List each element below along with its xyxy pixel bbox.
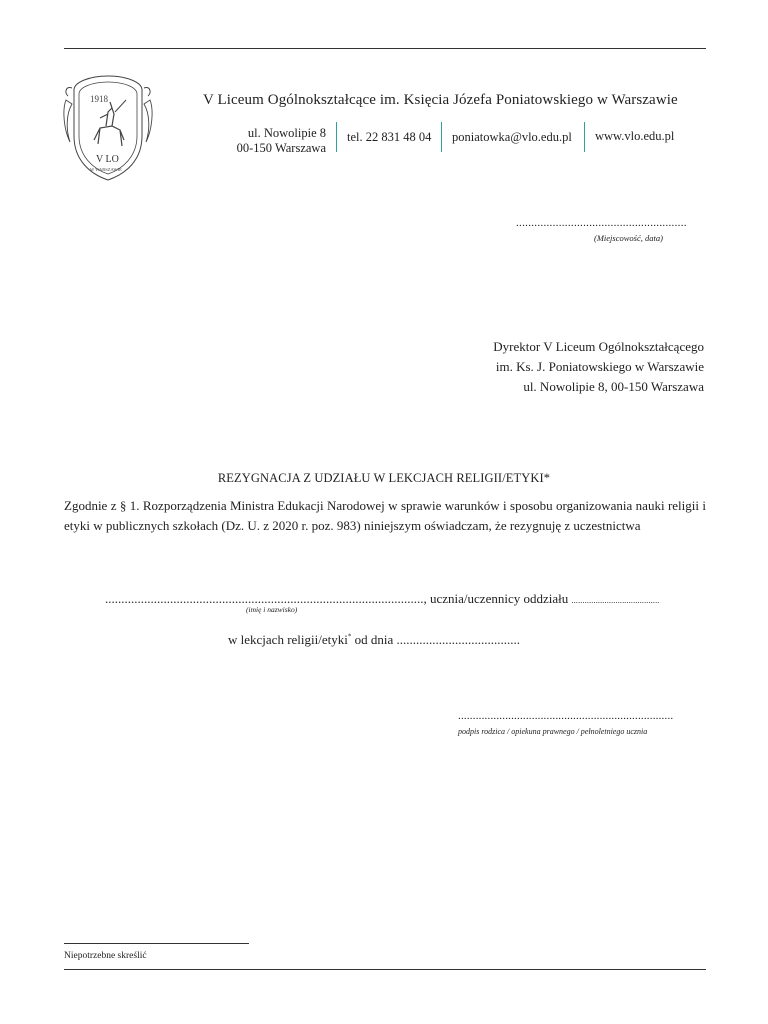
school-crest-logo (60, 70, 156, 184)
header-top-rule (64, 48, 706, 49)
signature-field[interactable]: ......................................................................... (458, 710, 674, 722)
student-label: , ucznia/uczennicy oddziału (423, 591, 569, 606)
svg-text:W WARSZAWIE: W WARSZAWIE (90, 167, 122, 172)
school-phone: tel. 22 831 48 04 (347, 130, 432, 144)
place-date-field[interactable]: ........................................................ (516, 217, 687, 229)
contact-divider (441, 122, 442, 152)
recipient-line: im. Ks. J. Poniatowskiego w Warszawie (495, 359, 704, 374)
recipient-line: ul. Nowolipie 8, 00-150 Warszawa (523, 379, 704, 394)
address-street: ul. Nowolipie 8 (247, 126, 326, 140)
name-caption: (imię i nazwisko) (246, 605, 298, 614)
student-line (105, 591, 660, 607)
declaration-text: Zgodnie z § 1. Rozporządzenia Ministra Edukacji Narodowej w sprawie warunków i sposobu organizowania nauki religii i etyki w publicznych szkołach (Dz. U. z 2020 r. poz. 983) niniejszym oświadczam, że rezygnuję z uczestnictwa (64, 498, 706, 533)
lessons-text: w lekcjach religii/etyki (228, 632, 348, 647)
from-date-field[interactable]: ...................................... (396, 632, 520, 647)
from-date-label: od dnia (351, 632, 397, 647)
address-city: 00-150 Warszawa (236, 141, 326, 155)
school-email-link[interactable]: poniatowka@vlo.edu.pl (452, 130, 572, 144)
footnote-rule (64, 943, 249, 944)
student-name-field[interactable]: .................................................................................................. (105, 591, 424, 606)
page-bottom-rule (64, 969, 706, 970)
contact-divider (584, 122, 585, 152)
school-address (220, 126, 326, 156)
school-name: V Liceum Ogólnokształcące im. Księcia Józefa Poniatowskiego w Warszawie (203, 92, 678, 108)
document-title: REZYGNACJA Z UDZIAŁU W LEKCJACH RELIGII/ETYKI* (217, 471, 551, 485)
place-date-caption: (Miejscowość, data) (594, 233, 663, 243)
svg-text:1918: 1918 (90, 94, 108, 104)
recipient-block (493, 337, 704, 397)
footnote-marker: * (347, 632, 352, 641)
class-field[interactable]: ........................................ (571, 596, 660, 605)
lessons-line (228, 632, 520, 648)
school-website-link[interactable]: www.vlo.edu.pl (595, 129, 675, 143)
footnote-text: Niepotrzebne skreślić (64, 951, 147, 961)
recipient-line: Dyrektor V Liceum Ogólnokształcącego (493, 339, 704, 354)
svg-text:V LO: V LO (96, 154, 119, 165)
signature-caption: podpis rodzica / opiekuna prawnego / pełnoletniego ucznia (458, 727, 648, 736)
contact-divider (336, 122, 337, 152)
